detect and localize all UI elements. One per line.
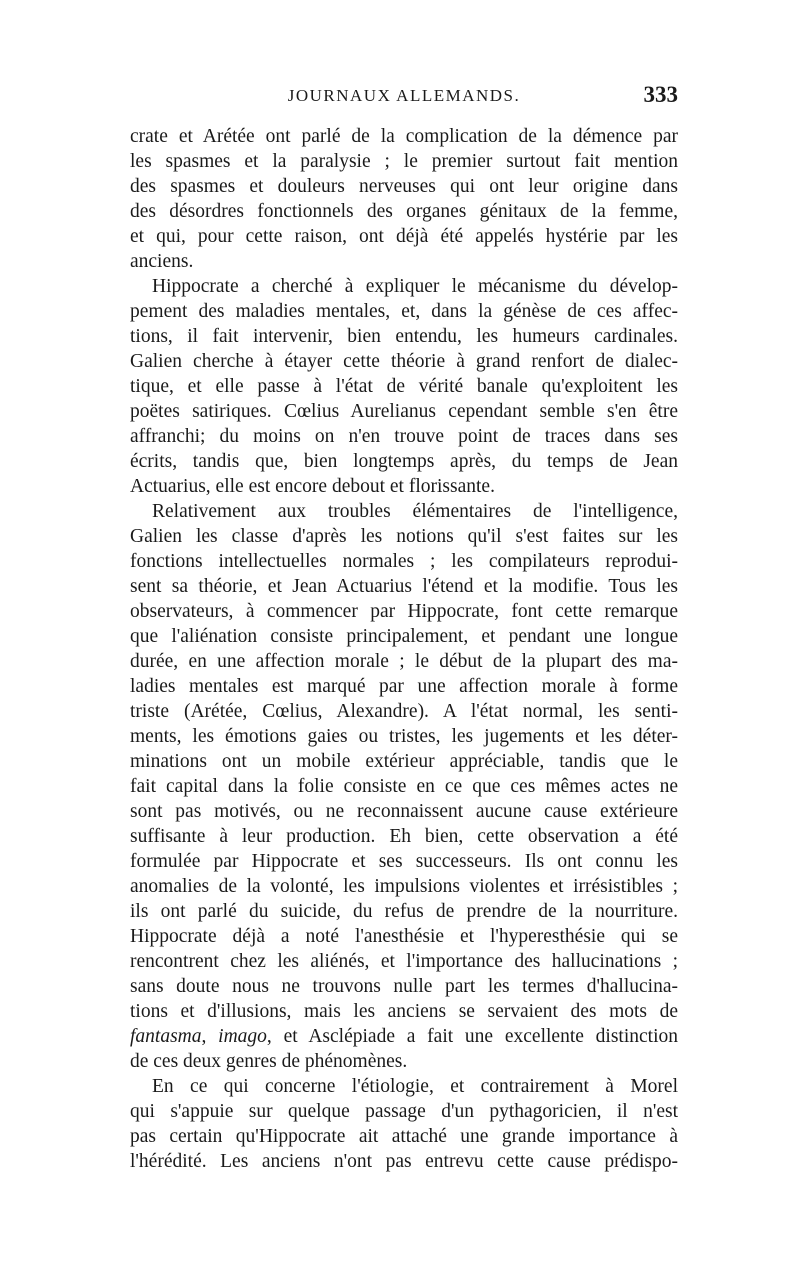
text-line: suffisante à leur production. Eh bien, cette observation a été — [130, 826, 678, 847]
text-line: des spasmes et douleurs nerveuses qui ont leur origine dans — [130, 176, 678, 197]
latin-term: fantasma — [130, 1026, 202, 1047]
running-head — [130, 82, 678, 112]
text-line: qui s'appuie sur quelque passage d'un pythagoricien, il n'est — [130, 1101, 678, 1122]
text-line: fantasma, imago, et Asclépiade a fait une excellente distinction — [130, 1026, 679, 1047]
text-line: anomalies de la volonté, les impulsions violentes et irrésistibles ; — [130, 876, 678, 897]
text-line: de ces deux genres de phénomènes. — [130, 1051, 408, 1072]
text-line: fait capital dans la folie consiste en ce que ces mêmes actes ne — [130, 776, 678, 797]
text-line: Hippocrate a cherché à expliquer le mécanisme du dévelop- — [152, 276, 678, 297]
text-line: et qui, pour cette raison, ont déjà été appelés hystérie par les — [130, 226, 678, 247]
text-line: affranchi; du moins on n'en trouve point de traces dans ses — [130, 426, 678, 447]
text-line: tique, et elle passe à l'état de vérité banale qu'exploitent les — [130, 376, 678, 397]
text-line: anciens. — [130, 251, 194, 272]
text-line: triste (Arétée, Cœlius, Alexandre). A l'état normal, les senti- — [130, 701, 678, 722]
text-line: En ce qui concerne l'étiologie, et contrairement à Morel — [152, 1076, 678, 1097]
text-line: rencontrent chez les aliénés, et l'importance des hallucinations ; — [130, 951, 678, 972]
text-line: durée, en une affection morale ; le début de la plupart des ma- — [130, 651, 678, 672]
text-line: l'hérédité. Les anciens n'ont pas entrevu cette cause prédispo- — [130, 1151, 678, 1172]
text-line: sont pas motivés, ou ne reconnaissent aucune cause extérieure — [130, 801, 678, 822]
text-line: Galien les classe d'après les notions qu'il s'est faites sur les — [130, 526, 678, 547]
text-line: Relativement aux troubles élémentaires de l'intelligence, — [152, 501, 678, 522]
text-line: Galien cherche à étayer cette théorie à grand renfort de dialec- — [130, 351, 678, 372]
body-text — [130, 124, 678, 1174]
paragraph — [130, 124, 678, 274]
text-line: observateurs, à commencer par Hippocrate, font cette remarque — [130, 601, 678, 622]
text-line: des désordres fonctionnels des organes génitaux de la femme, — [130, 201, 678, 222]
text-line: poëtes satiriques. Cœlius Aurelianus cependant semble s'en être — [130, 401, 678, 422]
text-line: pas certain qu'Hippocrate ait attaché une grande importance à — [130, 1126, 678, 1147]
paragraph — [130, 499, 678, 1074]
text-line: fonctions intellectuelles normales ; les compilateurs reprodui- — [130, 551, 678, 572]
text-line: Actuarius, elle est encore debout et florissante. — [130, 476, 495, 497]
text-line: tions et d'illusions, mais les anciens se servaient des mots de — [130, 1001, 678, 1022]
text-line: crate et Arétée ont parlé de la complication de la démence par — [130, 126, 678, 147]
text-line: tions, il fait intervenir, bien entendu, les humeurs cardinales. — [130, 326, 678, 347]
text-line: ments, les émotions gaies ou tristes, les jugements et les déter- — [130, 726, 678, 747]
text-line: ladies mentales est marqué par une affection morale à forme — [130, 676, 678, 697]
paragraph — [130, 274, 678, 499]
text-line: les spasmes et la paralysie ; le premier surtout fait mention — [130, 151, 678, 172]
text-line: Hippocrate déjà a noté l'anesthésie et l'hyperesthésie qui se — [130, 926, 678, 947]
text-line: écrits, tandis que, bien longtemps après, du temps de Jean — [130, 451, 678, 472]
latin-term: imago — [218, 1026, 267, 1047]
text-line: sent sa théorie, et Jean Actuarius l'étend et la modifie. Tous les — [130, 576, 678, 597]
text-line: que l'aliénation consiste principalement, et pendant une longue — [130, 626, 678, 647]
page-number: 333 — [643, 82, 678, 107]
text-line: formulée par Hippocrate et ses successeurs. Ils ont connu les — [130, 851, 678, 872]
text-line: minations ont un mobile extérieur appréciable, tandis que le — [130, 751, 678, 772]
paragraph — [130, 1074, 678, 1174]
text-line: ils ont parlé du suicide, du refus de prendre de la nourriture. — [130, 901, 678, 922]
running-title: JOURNAUX ALLEMANDS. — [287, 86, 521, 105]
text-line: sans doute nous ne trouvons nulle part les termes d'hallucina- — [130, 976, 678, 997]
text-line: pement des maladies mentales, et, dans la génèse de ces affec- — [130, 301, 678, 322]
